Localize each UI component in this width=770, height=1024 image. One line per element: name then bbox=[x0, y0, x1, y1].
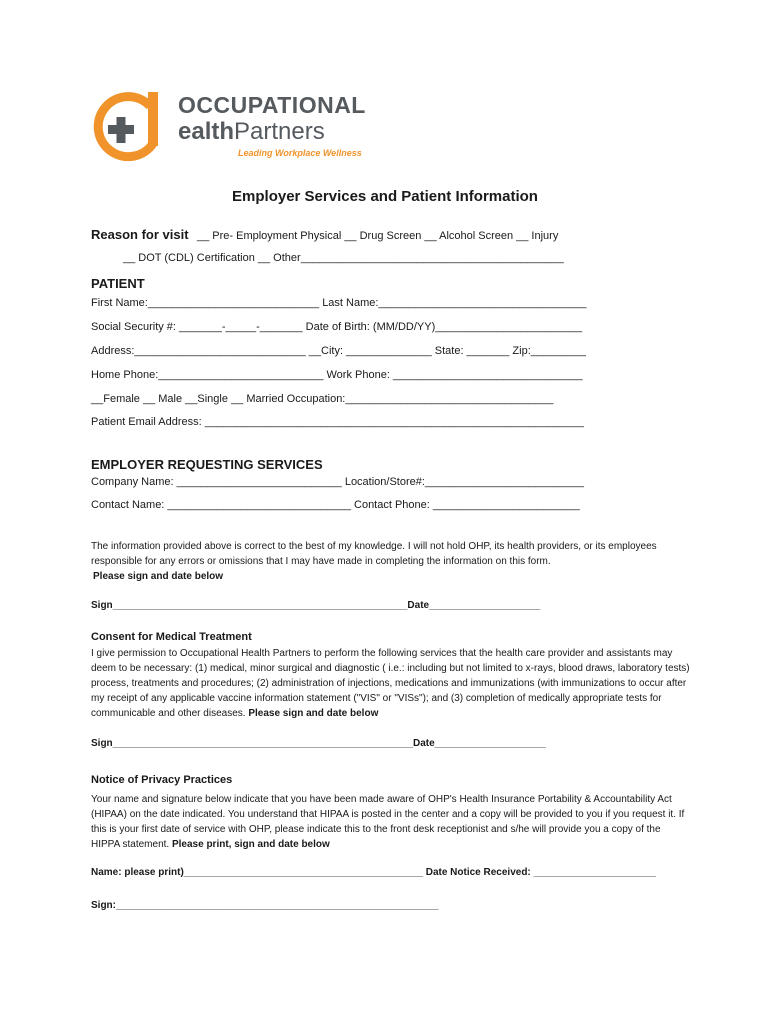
privacy-heading: Notice of Privacy Practices bbox=[91, 774, 233, 786]
reason-options-line2[interactable]: __ DOT (CDL) Certification __ Other___________________________________________ bbox=[123, 252, 564, 264]
logo-tagline: Leading Workplace Wellness bbox=[238, 148, 362, 158]
logo-partners-text: Partners bbox=[234, 118, 325, 145]
consent-instruction: Please sign and date below bbox=[248, 708, 379, 719]
attestation-instruction: Please sign and date below bbox=[93, 571, 224, 582]
reason-options[interactable]: __ Pre- Employment Physical __ Drug Screen __ Alcohol Screen __ Injury bbox=[196, 230, 559, 242]
privacy-body: Your name and signature below indicate that you have been made aware of OHP's Health Insurance Portability & Accountability Act (HIPAA) on the date indicated. You understand that HIPAA is posted in the center and a copy will be provided to you if you request it. If this is your first date of service with OHP, please indicate this to the front desk receptionist and s/he will provide you a copy of the HIPPA statement. bbox=[91, 794, 685, 850]
form-title: Employer Services and Patient Information bbox=[232, 188, 538, 205]
attestation-sign-date-line[interactable]: Sign_____________________________________________________Date____________________ bbox=[91, 600, 541, 611]
medical-cross-icon bbox=[88, 90, 178, 170]
reason-label: Reason for visit bbox=[91, 227, 189, 242]
address-fields[interactable]: Address:____________________________ __City: ______________ State: _______ Zip:_________ bbox=[91, 345, 586, 357]
email-field[interactable]: Patient Email Address: ______________________________________________________________ bbox=[91, 416, 585, 428]
company-logo bbox=[88, 90, 368, 170]
employer-heading: EMPLOYER REQUESTING SERVICES bbox=[91, 457, 323, 472]
privacy-name-date-line[interactable]: Name: please print)___________________________________________ Date Notice Received: ______________________ bbox=[91, 867, 656, 878]
gender-marital-occupation-fields[interactable]: __Female __ Male __Single __ Married Occupation:__________________________________ bbox=[91, 393, 554, 405]
logo-line-health-partners bbox=[178, 118, 325, 146]
privacy-instruction: Please print, sign and date below bbox=[171, 839, 330, 850]
attestation-body: The information provided above is correct to the best of my knowledge. I will not hold OHP, its health providers, or its employees responsible for any errors or omissions that I may have made in completing the information on this form. bbox=[91, 541, 657, 567]
reason-for-visit-row bbox=[91, 226, 558, 244]
consent-sign-date-line[interactable]: Sign______________________________________________________Date____________________ bbox=[91, 738, 546, 749]
name-fields[interactable]: First Name:____________________________ Last Name:__________________________________ bbox=[91, 297, 587, 309]
logo-health-text: ealth bbox=[178, 118, 235, 145]
contact-fields[interactable]: Contact Name: ______________________________ Contact Phone: ________________________ bbox=[91, 499, 580, 511]
attestation-text bbox=[91, 539, 691, 584]
privacy-text bbox=[91, 792, 691, 852]
ssn-dob-fields[interactable]: Social Security #: _______-_____-_______ Date of Birth: (MM/DD/YY)________________________ bbox=[91, 321, 583, 333]
consent-heading: Consent for Medical Treatment bbox=[91, 631, 252, 643]
company-location-fields[interactable]: Company Name: ___________________________ Location/Store#:__________________________ bbox=[91, 476, 584, 488]
privacy-sign-line[interactable]: Sign:__________________________________________________________ bbox=[91, 900, 439, 911]
patient-heading: PATIENT bbox=[91, 276, 145, 291]
consent-text bbox=[91, 646, 691, 721]
logo-line-occupational: OCCUPATIONAL bbox=[178, 92, 366, 118]
phone-fields[interactable]: Home Phone:___________________________ Work Phone: _______________________________ bbox=[91, 369, 583, 381]
consent-body: I give permission to Occupational Health Partners to perform the following services that the health care provider and assistants may deem to be necessary: (1) medical, minor surgical and diagnostic ( i.e.: including but not limited to x-rays, blood draws, laboratory tests) process, treatments and procedures; (2) administration of injections, medications and immunizations (with immunizations to occur after my receipt of any applicable vaccine information statement ("VIS" or "VISs"); and (3) completion of medically appropriate tests for communicable and other diseases. bbox=[91, 648, 690, 719]
